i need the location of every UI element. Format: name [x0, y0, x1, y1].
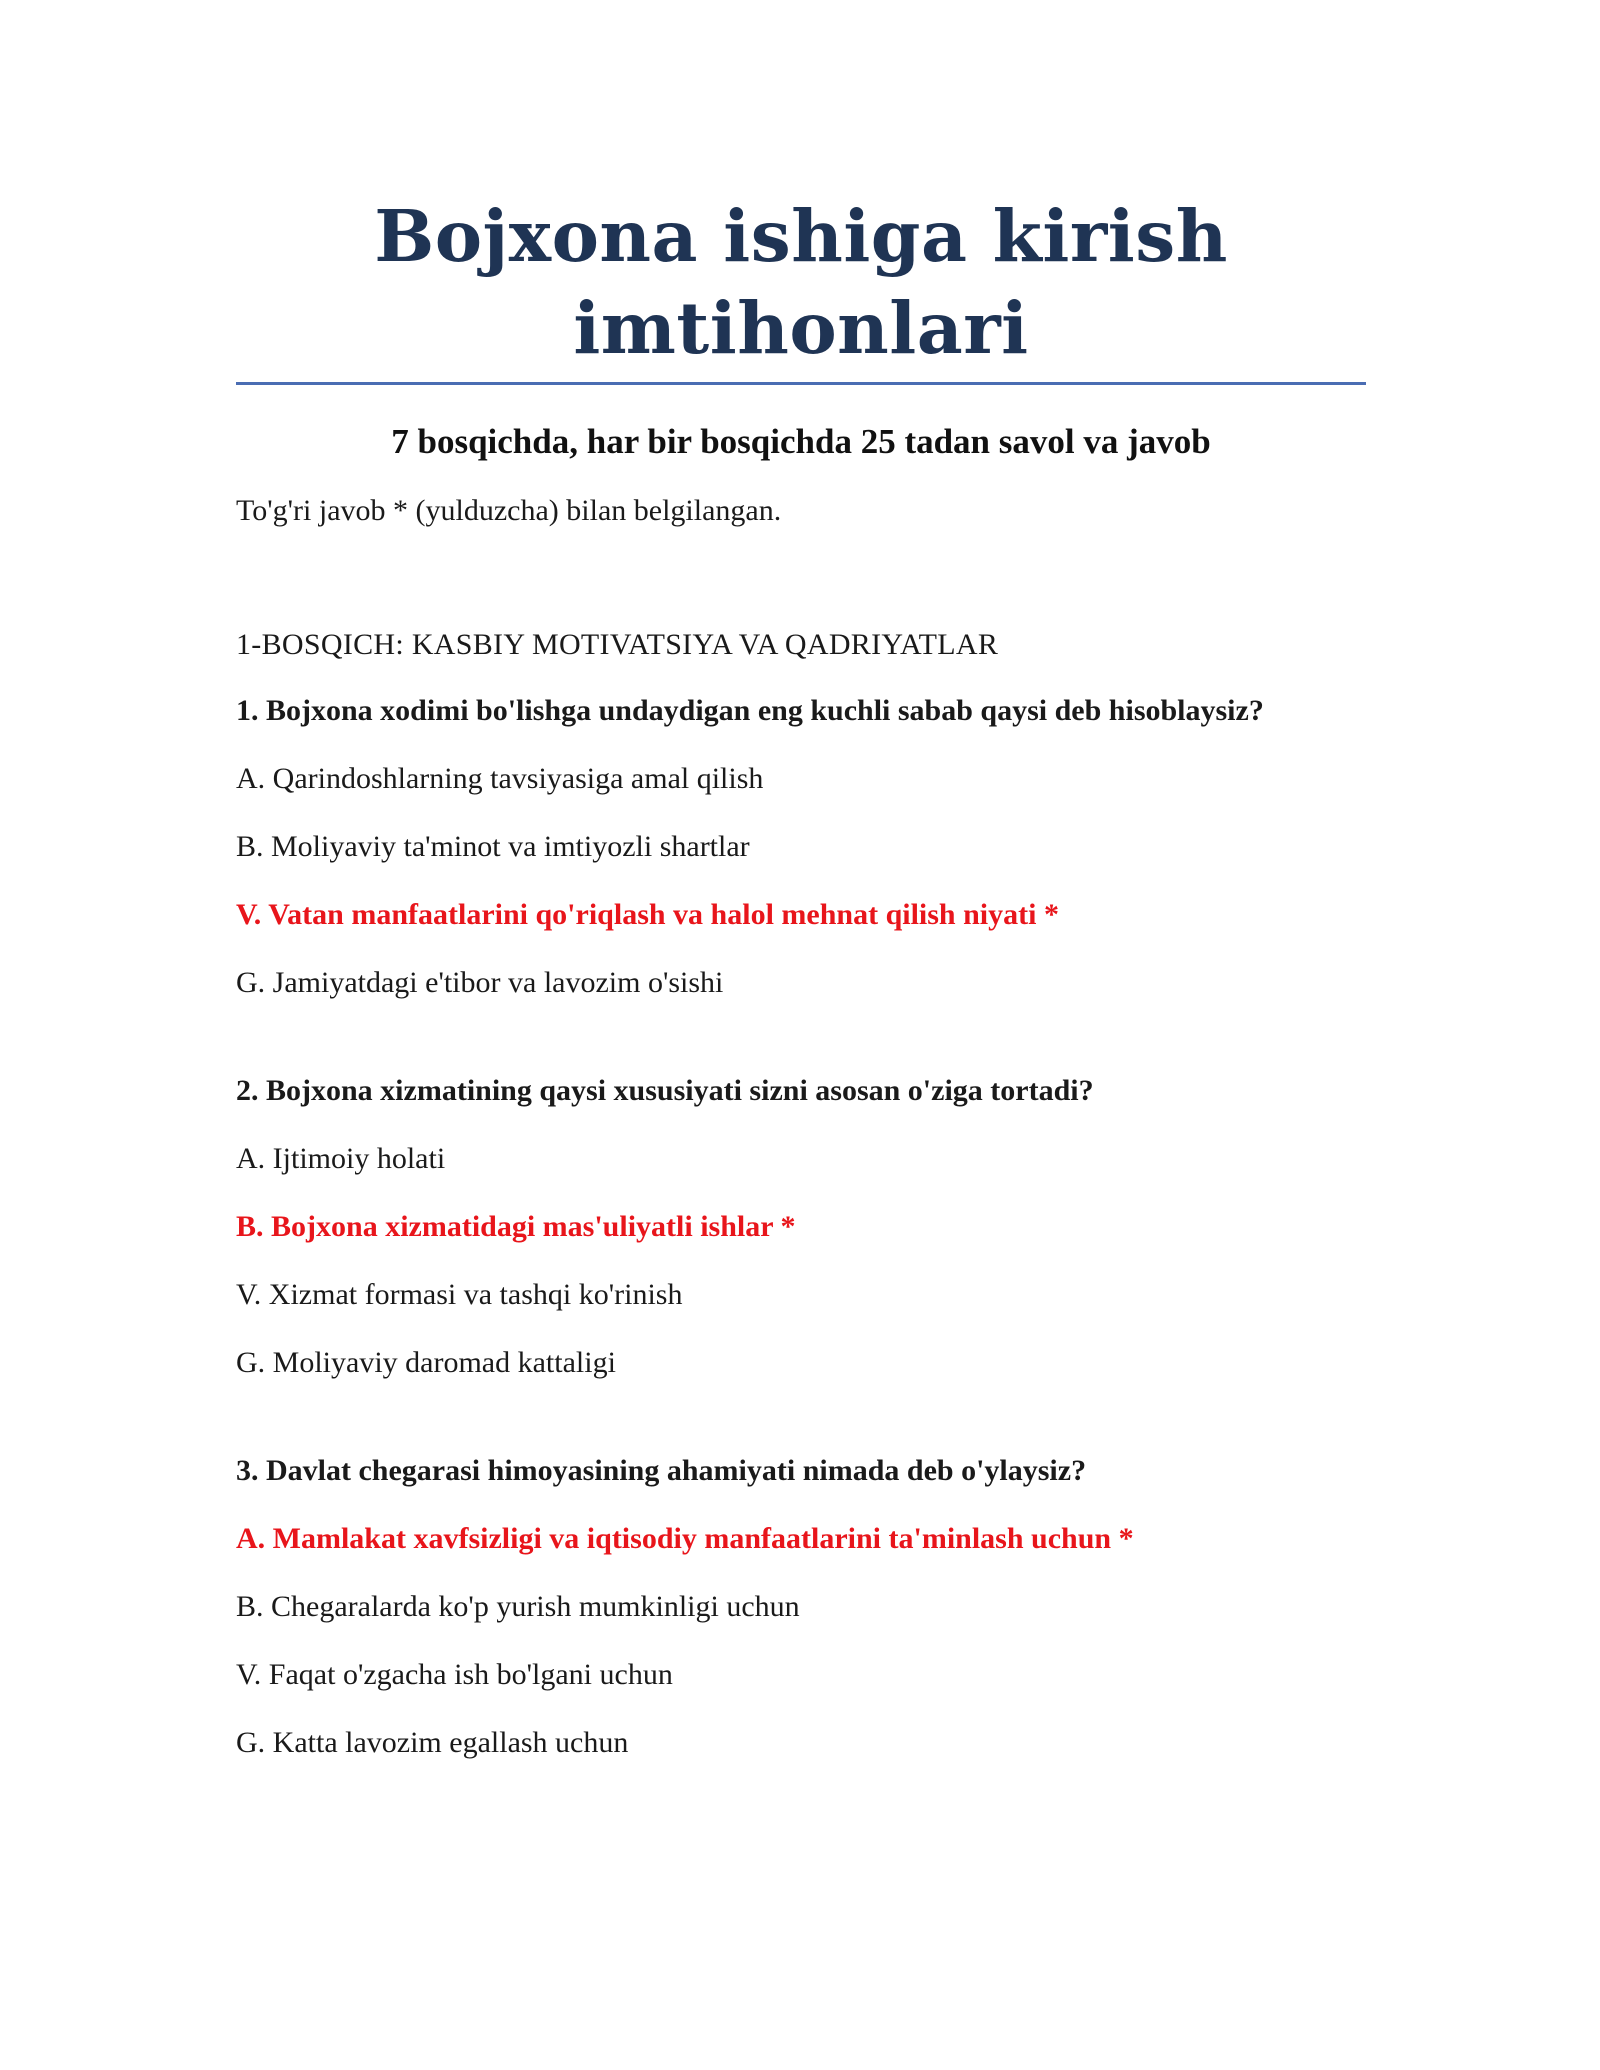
title-divider [236, 382, 1366, 385]
question-text: 1. Bojxona xodimi bo'lishga undaydigan eng kuchli sabab qaysi deb hisoblaysiz? [236, 694, 1264, 727]
answer-option: A. Ijtimoiy holati [236, 1142, 446, 1175]
document-subtitle: 7 bosqichda, har bir bosqichda 25 tadan savol va javob [391, 422, 1211, 461]
correct-answer-option: V. Vatan manfaatlarini qo'riqlash va halol mehnat qilish niyati * [236, 898, 1059, 931]
answer-option: B. Chegaralarda ko'p yurish mumkinligi uchun [236, 1590, 800, 1623]
title-line-2: imtihonlari [573, 286, 1029, 370]
answer-option: B. Moliyaviy ta'minot va imtiyozli shartlar [236, 830, 750, 863]
question-block [236, 1071, 1366, 1383]
answer-option: G. Moliyaviy daromad kattaligi [236, 1346, 616, 1379]
section-heading: 1-BOSQICH: KASBIY MOTIVATSIYA VA QADRIYATLAR [236, 628, 999, 661]
title-line-1: Bojxona ishiga kirish [374, 194, 1228, 278]
answer-option: A. Qarindoshlarning tavsiyasiga amal qilish [236, 762, 764, 795]
question-block [236, 1451, 1366, 1763]
answer-option: G. Katta lavozim egallash uchun [236, 1726, 629, 1759]
document-content [236, 190, 1366, 1763]
answer-key-note: To'g'ri javob * (yulduzcha) bilan belgilangan. [236, 494, 782, 527]
document-title [236, 190, 1366, 374]
correct-answer-option: A. Mamlakat xavfsizligi va iqtisodiy manfaatlarini ta'minlash uchun * [236, 1522, 1134, 1555]
answer-option: V. Faqat o'zgacha ish bo'lgani uchun [236, 1658, 673, 1691]
answer-option: G. Jamiyatdagi e'tibor va lavozim o'sishi [236, 966, 724, 999]
answer-option: V. Xizmat formasi va tashqi ko'rinish [236, 1278, 683, 1311]
question-text: 2. Bojxona xizmatining qaysi xususiyati sizni asosan o'ziga tortadi? [236, 1074, 1094, 1107]
question-block [236, 691, 1366, 1003]
correct-answer-option: B. Bojxona xizmatidagi mas'uliyatli ishlar * [236, 1210, 796, 1243]
question-text: 3. Davlat chegarasi himoyasining ahamiyati nimada deb o'ylaysiz? [236, 1454, 1087, 1487]
